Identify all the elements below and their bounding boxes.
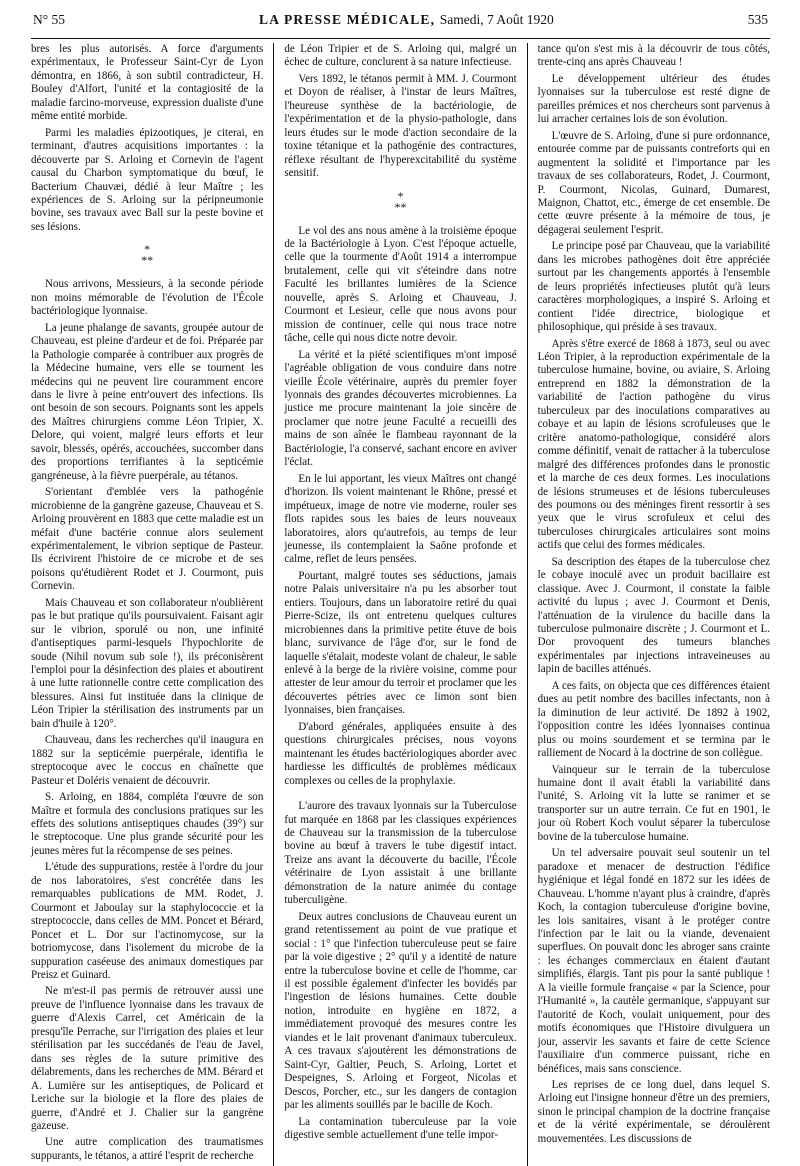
paragraph: Vainqueur sur le terrain de la tuberculose humaine dont il avait établi la variabilité dans l'unité, S. Arloing vit la lutte se ranimer et se transporter sur un autre terrain. Ce fut en 1901, le jour où Robert Koch voulut séparer la tuberculose bovine de la tuberculose humaine. (537, 763, 771, 843)
journal-name: LA PRESSE MÉDICALE, (258, 12, 436, 27)
paragraph: Sa description des étapes de la tuberculose chez le cobaye inoculé avec un produit bacillaire est classique. Avec J. Courmont, il constate la faible activité du lupus ; avec J. Courmont et Denis, l'atténuation de la virulence du bacille dans la tuberculose pulmonaire discrète ; J. Courmont et L. Dor provoquent des tumeurs blanches expérimentales par injections intraveineuses au lapin de bacilles atténués. (537, 555, 771, 676)
paragraph: Deux autres conclusions de Chauveau eurent un grand retentissement au point de vue pratique et social : 1° que l'infection tuberculeuse peut se faire par la voie digestive ; 2° qu'il y a identité de nature entre la tuberculose bovine et celle de l'homme, car il est possible également d'infecter les bovidés par l'ingestion de lésions humaines. Cette double notion, introduite en hygiène en 1872, a immédiatement provoqué des mesures contre les viandes et le lait provenant d'animaux tuberculeux. A ces travaux s'ajoutèrent les démonstrations de Saint-Cyr, Galtier, Peuch, S. Arloing, Lortet et Despeignes, S. Arloing et Forgeot, Nicolas et Descos, Porcher, etc., sur les dangers de contagion par les aliments souillés par le bacille de Koch. (284, 910, 517, 1112)
page-number: 535 (747, 12, 768, 27)
issue-number: N° 55 (33, 12, 66, 27)
paragraph: Nous arrivons, Messieurs, à la seconde période non moins mémorable de l'évolution de l'École bactériologique lyonnaise. (31, 278, 264, 318)
header-rule (31, 38, 770, 39)
column-2 (284, 43, 516, 1166)
paragraph: A ces faits, on objecta que ces différences étaient dues au petit nombre des bacilles infectants, non à la diminution de leur activité. De 1892 à 1902, l'opposition contre les idées lyonnaises continua plus ou moins sourdement et se termina par le ralliement de Nocard à la doctrine de son collègue. (537, 679, 771, 760)
paragraph: Pourtant, malgré toutes ses séductions, jamais notre Palais universitaire n'a pu les absorber tout entiers. Toujours, dans un laboratoire retiré du quai Pierre-Scize, ils ont entretenu quelques cultures microbiennes dans la primitive petite étuve de bois blanc, survivance de l'âge d'or, sur le fond de laquelle s'étalait, modeste volant de chaleur, le sable enlevé à la berge de la rivière voisine, comme pour attester de leur amour du terroir et proclamer que les découvertes pétries avec ce limon sont bien lyonnaises, bien françaises. (284, 569, 517, 717)
paragraph: Chauveau, dans les recherches qu'il inaugura en 1882 sur la septicémie puerpérale, identifia le streptocoque avec le coccus en chaînette que Pasteur et Doléris venaient de découvrir. (31, 734, 264, 787)
column-divider (273, 43, 274, 1166)
column-divider (527, 43, 528, 1166)
paragraph: L'œuvre de S. Arloing, d'une si pure ordonnance, entourée comme par de puissants contreforts qui en augmentent la solidité et l'importance par les travaux de ses collaborateurs, Rodet, J. Courmont, P. Courmont, Nicolas, Guinard, Dumarest, Maignon, Chattot, etc., émerge de cet ensemble. De cette œuvre présente à la mémoire de tous, je dégagerai seulement l'esprit. (537, 129, 771, 236)
paragraph: Mais Chauveau et son collaborateur n'oublièrent pas le but pratique qu'ils poursuivaient. Faisant agir sur le vibrion, sporulé ou non, une infinité d'antiseptiques parmi-lesquels l'hypochlorite de soude (Nihil novum sub sole !), ils préconisèrent l'emploi pour la désinfection des plaies et aboutirent à une lutte rationnelle contre cette complication des blessures. Ainsi fut instituée dans la clinique de Léon Tripier la stérilisation des instruments par un bain d'huile à 120°. (31, 596, 264, 730)
paragraph: Le vol des ans nous amène à la troisième époque de la Bactériologie à Lyon. C'est l'époque actuelle, celle que la tourmente d'Août 1914 a interrompue brutalement, celle qui vit s'éteindre dans notre Faculté les brillantes lumières de la Science nouvelle, après S. Arloing et Chauveau, J. Courmont et Lesieur, celle que nous avons pour mission de continuer, celle qui nous trace notre tâche, celle qui nous dicte notre devoir. (284, 224, 517, 345)
paragraph: bres les plus autorisés. A force d'arguments expérimentaux, le Professeur Saint-Cyr de Lyon démontra, en 1866, à son subtil contradicteur, H. Bouley d'Alfort, l'unité et la contagiosité de la maladie farcino-morveuse, expression dualiste d'une même entité morbide. (31, 43, 264, 123)
column-1 (31, 43, 263, 1166)
paragraph: Vers 1892, le tétanos permit à MM. J. Courmont et Doyon de réaliser, à l'instar de leurs Maîtres, l'heureuse synthèse de la bactériologie, de l'expérimentation et de la physio-pathologie, dans leurs études sur le mode d'action secondaire de la toxine tétanique et la pathogénie des contractures, réflexe résultant de l'hyperexcitabilité du système sensitif. (284, 72, 517, 180)
issue-date: Samedi, 7 Août 1920 (439, 12, 554, 27)
separator-glyphs: * ** (394, 188, 407, 214)
paragraph: La vérité et la piété scientifiques m'ont imposé l'agréable obligation de vous conduire dans notre vieille École vétérinaire, auprès du premier foyer lyonnais des grandes découvertes microbiennes. La justice me procure maintenant la joie sincère de proclamer que notre jeune Faculté a recueilli des mains de son aînée le flambeau rayonnant de la Bactériologie, l'a conservé, sachant encore en aviver l'éclat. (284, 348, 517, 469)
section-separator (284, 188, 516, 214)
paragraph: La jeune phalange de savants, groupée autour de Chauveau, est pleine d'ardeur et de foi. Préparée par la Pathologie comparée à contribuer aux progrès de la Médecine humaine, vers elle se tournent les médecins qui ne peuvent lire couramment encore dans le livre à peine entr'ouvert des infections. Ils ont besoin de son secours. Poignants sont les appels des Maîtres chirurgiens comme Léon Tripier, X. Delore, qui voient, malgré leurs efforts et leur savoir, blessés, opérés, accouchées, succomber dans des proportions terrifiantes à la septicémie gangréneuse, à la fièvre puerpérale, au tétanos. (31, 321, 264, 482)
paragraph: L'étude des suppurations, restée à l'ordre du jour de nos laboratoires, s'est concrétée dans les remarquables publications de MM. Rodet, J. Courmont et Jaboulay sur la staphylococcie et la streptococcie, dans celles de MM. Poncet et Bérard, Poncet et L. Dor sur l'actinomycose, sur la botriomycose, dans l'isolement du microbe de la suppuration caséeuse des animaux domestiques par Preisz et Guinard. (31, 861, 264, 981)
paragraph: En le lui apportant, les vieux Maîtres ont changé d'horizon. Ils voient maintenant le Rhône, pressé et impétueux, image de notre vie moderne, rouler ses flots rapides sous les baies de leurs nouveaux laboratoires, alors qu'autrefois, au temps de leur jeunesse, ils contemplaient la Saône profonde et calme, reflet de leurs pensées. (284, 472, 517, 566)
columns (31, 43, 770, 1166)
paragraph: L'aurore des travaux lyonnais sur la Tuberculose fut marquée en 1868 par les classiques expériences de Chauveau sur la transmission de la tuberculose bovine au bœuf à travers le tube digestif intact. Treize ans avant la découverte du bacille, l'École vétérinaire de Lyon assistait à une brillante démonstration de la nature animée du contage tuberculigène. (284, 800, 517, 907)
separator-glyphs: * ** (141, 242, 154, 268)
paragraph: Ne m'est-il pas permis de retrouver aussi une preuve de l'influence lyonnaise dans les travaux de guerre d'Alexis Carrel, cet Américain de la presqu'île Perrache, sur l'irrigation des plaies et leur stérilisation par les succédanés de l'eau de Javel, dans ses règles de la suture primitive des délabrements, dans les recherches de MM. Bérard et A. Lumière sur les antiseptiques, de Policard et Leriche sur la biologie et la flore des plaies de guerre, d'André et J. Chalier sur la gangrène gazeuse. (31, 985, 264, 1132)
journal-title (259, 12, 554, 28)
paragraph: Un tel adversaire pouvait seul soutenir un tel paradoxe et menacer de destruction l'édifice hygiénique et légal fondé en 1872 sur les idées de Chauveau. L'homme n'ayant plus à craindre, d'après Koch, la contagion tuberculeuse d'origine bovine, les lois sanitaires, visant à le protéger contre l'infection par le lait ou la viande, devenaient superflues. On pouvait donc les abroger sans crainte : les échanges commerciaux en étaient d'autant simplifiés, élargis. Tant pis pour la santé publique ! A la vieille formule française « par la Science, pour l'Humanité », la cautèle germanique, s'appuyant sur l'autorité de Koch, voulait uniquement, pour des motifs économiques que l'Histoire divulguera un jour, asservir les savants et faire de cette Science l'auxiliaire d'un commerce puissant, riche en bénéfices, mais sans conscience. (537, 847, 771, 1075)
paragraph: Après s'être exercé de 1868 à 1873, seul ou avec Léon Tripier, à la reproduction expérimentale de la tuberculose humaine, bovine, ou aviaire, S. Arloing entreprend en 1882 la démonstration de la variabilité de l'action pathogène du virus tuberculeux par des inoculations comparatives au cobaye et au lapin de lésions scrofuleuses que le critère anatomo-pathologique, considéré alors comme définitif, venait de rattacher à la tuberculose malgré des différences profondes dans le pronostic et la marche de ces deux formes. Les inoculations de lésions strumeuses et de lésions tuberculeuses des poumons ou des méninges firent ressortir à ses yeux que le virus scrofuleux et celui des tuberculoses chirurgicales articulaires sont moins actifs que celui des formes médicales. (537, 337, 771, 552)
column-3 (538, 43, 770, 1166)
section-separator (31, 244, 263, 266)
paragraph: D'abord générales, appliquées ensuite à des questions chirurgicales précises, nous voyons maintenant les études bactériologiques aborder avec hardiesse les difficultés de problèmes médicaux complexes ou celles de la prophylaxie. (284, 720, 517, 787)
paragraph: tance qu'on s'est mis à la découvrir de tous côtés, trente-cinq ans après Chauveau ! (537, 43, 771, 69)
page-header (31, 12, 770, 34)
paragraph: de Léon Tripier et de S. Arloing qui, malgré un échec de culture, conclurent à sa nature infectieuse. (284, 43, 517, 69)
paragraph: Une autre complication des traumatismes suppurants, le tétanos, a attiré l'esprit de recherche (31, 1136, 264, 1162)
paragraph: S'orientant d'emblée vers la pathogénie microbienne de la gangrène gazeuse, Chauveau et S. Arloing prouvèrent en 1883 que cette maladie est un méfait d'une bactérie connue alors seulement expérimentalement, le vibrion septique de Pasteur. Ils écrivirent l'histoire de ce microbe et de ses poisons qu'étudièrent Rodet et J. Courmont, puis Cornevin. (31, 486, 264, 593)
paragraph: La contamination tuberculeuse par la voie digestive semble actuellement d'une telle impor- (284, 1115, 517, 1141)
paragraph: Le principe posé par Chauveau, que la variabilité dans les microbes pathogènes doit être appréciée surtout par les changements apportés à l'ensemble de leurs propriétés infectieuses plutôt qu'à leurs caractères morphologiques, a inspiré S. Arloing et contient l'idée directrice, biologique et philosophique, qui préside à ses travaux. (537, 240, 771, 334)
paragraph: Le développement ultérieur des études lyonnaises sur la tuberculose est resté digne de pareilles prémices et nos chercheurs sont parvenus à lui arracher certaines lois de son évolution. (537, 72, 771, 126)
paragraph: Les reprises de ce long duel, dans lequel S. Arloing eut l'insigne honneur d'être un des premiers, sinon le principal champion de la doctrine française et de la vérité expérimentale, se déroulèrent mouvementées. Les discussions de (537, 1078, 771, 1145)
paragraph: Parmi les maladies épizootiques, je citerai, en terminant, d'autres acquisitions importantes : la découverte par S. Arloing et Cornevin de l'agent causal du Charbon symptomatique du bœuf, le Bacterium Chauvæi, dédié à leur Maître ; les expériences de S. Arloing sur la péripneumonie bovine, ses travaux avec Ball sur la peste bovine et ses lésions. (31, 126, 264, 233)
paragraph: S. Arloing, en 1884, compléta l'œuvre de son Maître et formula des conclusions pratiques sur les effets des solutions antiseptiques chaudes (39°) sur le streptocoque. Une plus grande sécurité pour les jeunes mères fut la récompense de ses peines. (31, 791, 264, 857)
